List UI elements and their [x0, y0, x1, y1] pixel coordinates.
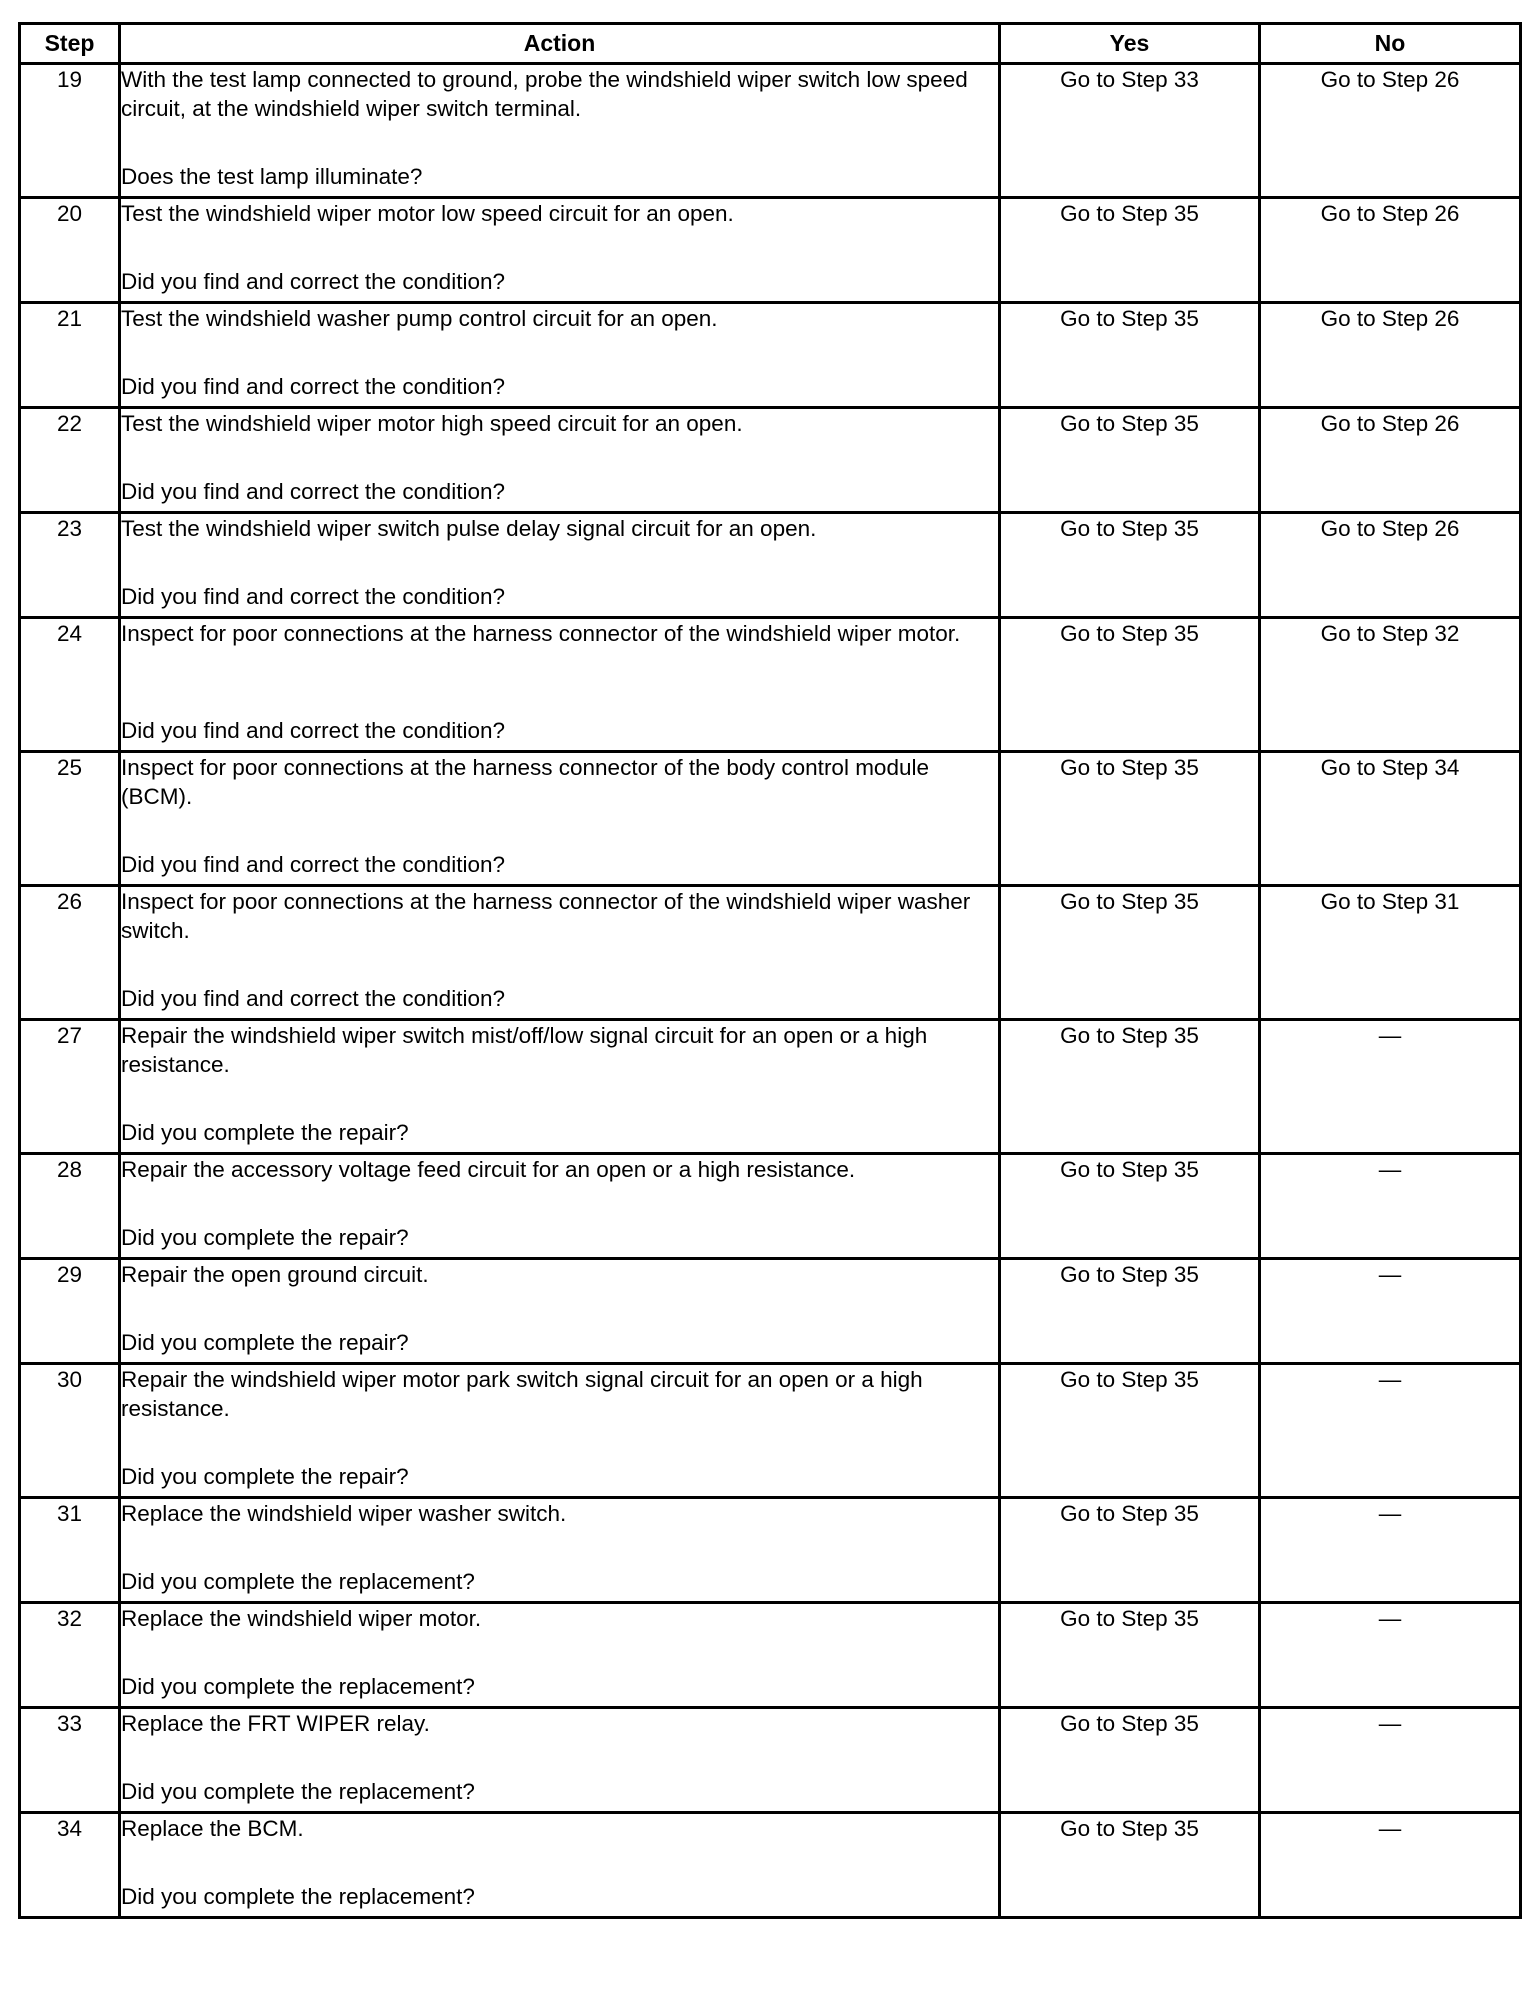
no-result: Go to Step 26 — [1260, 513, 1521, 618]
action-text: Inspect for poor connections at the harness connector of the body control module (BCM). — [121, 755, 929, 809]
yes-result: Go to Step 35 — [1000, 618, 1260, 752]
table-row — [20, 64, 1521, 198]
no-result: — — [1260, 1498, 1521, 1603]
action-cell — [120, 1498, 1000, 1603]
action-cell — [120, 1154, 1000, 1259]
action-text: Test the windshield wiper motor high speed circuit for an open. — [121, 411, 743, 436]
action-text: With the test lamp connected to ground, probe the windshield wiper switch low speed circuit, at the windshield wiper switch terminal. — [121, 67, 968, 121]
action-text: Replace the windshield wiper washer switch. — [121, 1501, 567, 1526]
step-number: 29 — [20, 1259, 120, 1364]
header-yes: Yes — [1000, 24, 1260, 64]
action-cell — [120, 1603, 1000, 1708]
step-number: 33 — [20, 1708, 120, 1813]
step-number: 28 — [20, 1154, 120, 1259]
yes-result: Go to Step 35 — [1000, 513, 1260, 618]
step-number: 25 — [20, 752, 120, 886]
diagnostic-table — [18, 22, 1522, 1919]
action-cell — [120, 303, 1000, 408]
yes-result: Go to Step 35 — [1000, 1154, 1260, 1259]
table-row — [20, 1154, 1521, 1259]
action-text: Repair the windshield wiper motor park switch signal circuit for an open or a high resistance. — [121, 1367, 923, 1421]
action-question: Did you complete the replacement? — [121, 1884, 475, 1909]
action-cell — [120, 513, 1000, 618]
table-row — [20, 1603, 1521, 1708]
step-number: 21 — [20, 303, 120, 408]
action-cell — [120, 408, 1000, 513]
step-number: 23 — [20, 513, 120, 618]
step-number: 24 — [20, 618, 120, 752]
action-cell — [120, 64, 1000, 198]
table-row — [20, 408, 1521, 513]
yes-result: Go to Step 35 — [1000, 408, 1260, 513]
step-number: 34 — [20, 1813, 120, 1918]
yes-result: Go to Step 35 — [1000, 1364, 1260, 1498]
action-text: Inspect for poor connections at the harness connector of the windshield wiper washer switch. — [121, 889, 971, 943]
action-question: Did you complete the repair? — [121, 1330, 409, 1355]
action-question: Did you complete the replacement? — [121, 1674, 475, 1699]
table-row — [20, 618, 1521, 752]
action-cell — [120, 198, 1000, 303]
action-cell — [120, 1364, 1000, 1498]
header-action: Action — [120, 24, 1000, 64]
action-question: Did you complete the replacement? — [121, 1779, 475, 1804]
step-number: 27 — [20, 1020, 120, 1154]
no-result: — — [1260, 1603, 1521, 1708]
action-cell — [120, 1020, 1000, 1154]
yes-result: Go to Step 35 — [1000, 752, 1260, 886]
no-result: — — [1260, 1364, 1521, 1498]
action-question: Did you find and correct the condition? — [121, 269, 505, 294]
no-result: Go to Step 32 — [1260, 618, 1521, 752]
no-result: Go to Step 26 — [1260, 408, 1521, 513]
action-text: Replace the windshield wiper motor. — [121, 1606, 482, 1631]
action-question: Did you find and correct the condition? — [121, 718, 505, 743]
header-no: No — [1260, 24, 1521, 64]
action-text: Repair the open ground circuit. — [121, 1262, 429, 1287]
table-row — [20, 1259, 1521, 1364]
yes-result: Go to Step 35 — [1000, 886, 1260, 1020]
action-question: Did you complete the repair? — [121, 1464, 409, 1489]
no-result: Go to Step 31 — [1260, 886, 1521, 1020]
action-question: Does the test lamp illuminate? — [121, 164, 423, 189]
no-result: Go to Step 34 — [1260, 752, 1521, 886]
table-header-row — [20, 24, 1521, 64]
action-question: Did you find and correct the condition? — [121, 479, 505, 504]
step-number: 19 — [20, 64, 120, 198]
action-text: Test the windshield wiper motor low speed circuit for an open. — [121, 201, 734, 226]
no-result: Go to Step 26 — [1260, 198, 1521, 303]
no-result: — — [1260, 1020, 1521, 1154]
no-result: — — [1260, 1259, 1521, 1364]
table-row — [20, 1813, 1521, 1918]
step-number: 30 — [20, 1364, 120, 1498]
action-text: Repair the windshield wiper switch mist/off/low signal circuit for an open or a high resistance. — [121, 1023, 928, 1077]
no-result: Go to Step 26 — [1260, 303, 1521, 408]
action-cell — [120, 752, 1000, 886]
table-row — [20, 513, 1521, 618]
table-row — [20, 198, 1521, 303]
yes-result: Go to Step 35 — [1000, 1708, 1260, 1813]
yes-result: Go to Step 35 — [1000, 1259, 1260, 1364]
no-result: — — [1260, 1708, 1521, 1813]
action-cell — [120, 886, 1000, 1020]
action-cell — [120, 618, 1000, 752]
action-text: Repair the accessory voltage feed circuit for an open or a high resistance. — [121, 1157, 856, 1182]
no-result: Go to Step 26 — [1260, 64, 1521, 198]
table-row — [20, 303, 1521, 408]
table-row — [20, 1708, 1521, 1813]
step-number: 20 — [20, 198, 120, 303]
header-step: Step — [20, 24, 120, 64]
action-question: Did you complete the repair? — [121, 1225, 409, 1250]
yes-result: Go to Step 35 — [1000, 1603, 1260, 1708]
yes-result: Go to Step 35 — [1000, 1020, 1260, 1154]
action-question: Did you find and correct the condition? — [121, 584, 505, 609]
step-number: 26 — [20, 886, 120, 1020]
step-number: 31 — [20, 1498, 120, 1603]
action-text: Test the windshield wiper switch pulse delay signal circuit for an open. — [121, 516, 817, 541]
action-text: Test the windshield washer pump control circuit for an open. — [121, 306, 718, 331]
action-cell — [120, 1708, 1000, 1813]
yes-result: Go to Step 35 — [1000, 1813, 1260, 1918]
no-result: — — [1260, 1813, 1521, 1918]
action-cell — [120, 1813, 1000, 1918]
step-number: 32 — [20, 1603, 120, 1708]
yes-result: Go to Step 35 — [1000, 198, 1260, 303]
action-question: Did you find and correct the condition? — [121, 986, 505, 1011]
action-question: Did you find and correct the condition? — [121, 374, 505, 399]
action-text: Replace the FRT WIPER relay. — [121, 1711, 430, 1736]
yes-result: Go to Step 33 — [1000, 64, 1260, 198]
table-row — [20, 1364, 1521, 1498]
table-row — [20, 1020, 1521, 1154]
action-text: Inspect for poor connections at the harness connector of the windshield wiper motor. — [121, 621, 961, 646]
yes-result: Go to Step 35 — [1000, 303, 1260, 408]
step-number: 22 — [20, 408, 120, 513]
yes-result: Go to Step 35 — [1000, 1498, 1260, 1603]
table-row — [20, 886, 1521, 1020]
table-row — [20, 752, 1521, 886]
table-row — [20, 1498, 1521, 1603]
action-question: Did you complete the repair? — [121, 1120, 409, 1145]
action-question: Did you complete the replacement? — [121, 1569, 475, 1594]
action-question: Did you find and correct the condition? — [121, 852, 505, 877]
no-result: — — [1260, 1154, 1521, 1259]
action-text: Replace the BCM. — [121, 1816, 304, 1841]
action-cell — [120, 1259, 1000, 1364]
